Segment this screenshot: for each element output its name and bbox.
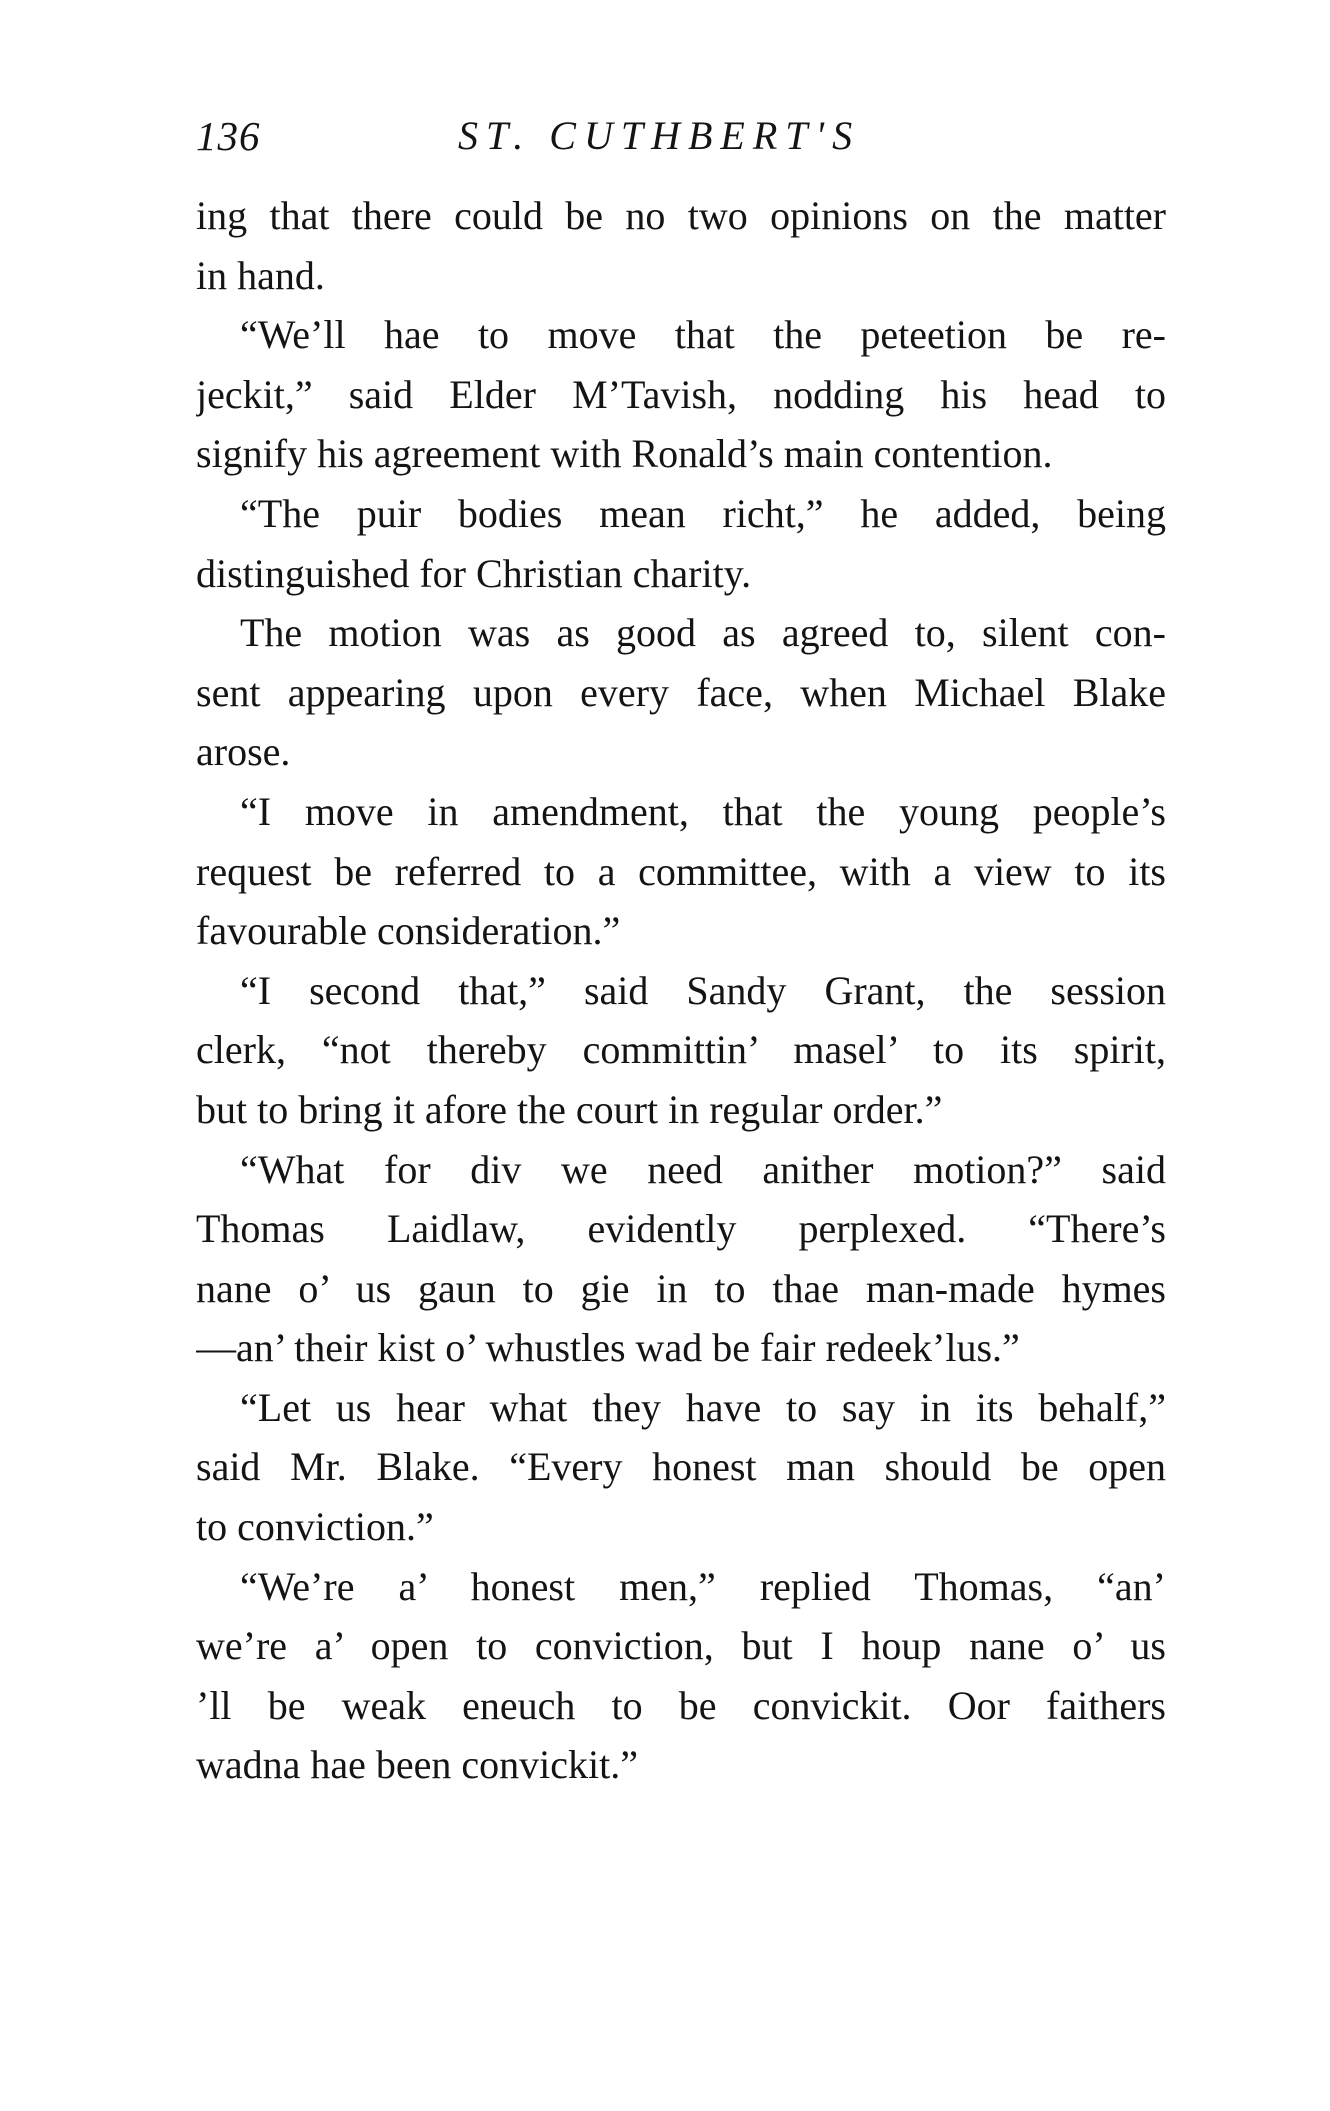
text-line: “The puir bodies mean richt,” he added, being (240, 490, 1166, 536)
text-line: we’re a’ open to conviction, but I houp nane o’ us (196, 1623, 1166, 1669)
text-line: signify his agreement with Ronald’s main contention. (196, 431, 1053, 477)
text-line: said Mr. Blake. “Every honest man should be open (196, 1444, 1166, 1490)
text-line: “I second that,” said Sandy Grant, the session (240, 967, 1166, 1013)
text-line: distinguished for Christian charity. (196, 550, 752, 596)
text-line: favourable consideration.” (196, 908, 621, 954)
running-head (196, 112, 1166, 162)
paragraph (196, 186, 1166, 305)
text-line: wadna hae been convickit.” (196, 1742, 639, 1788)
text-line: “I move in amendment, that the young people’s (240, 788, 1166, 834)
text-line: “We’ll hae to move that the peteetion be re- (240, 312, 1166, 358)
text-line: ing that there could be no two opinions on the matter (196, 193, 1166, 238)
text-line: in hand. (196, 252, 325, 298)
paragraph (196, 1378, 1166, 1557)
paragraph (196, 1557, 1166, 1795)
paragraph (196, 305, 1166, 484)
paragraph (196, 1140, 1166, 1378)
paragraph (196, 484, 1166, 603)
text-line: The motion was as good as agreed to, silent con- (240, 610, 1166, 656)
text-line: to conviction.” (196, 1504, 434, 1550)
text-line: “What for div we need anither motion?” said (240, 1146, 1166, 1192)
text-line: —an’ their kist o’ whustles wad be fair redeek’lus.” (196, 1325, 1020, 1371)
page-number: 136 (196, 113, 261, 159)
text-line: ’ll be weak eneuch to be convickit. Oor faithers (196, 1682, 1166, 1728)
paragraph (196, 782, 1166, 961)
paragraph (196, 961, 1166, 1140)
running-title: ST. CUTHBERT'S (458, 113, 861, 158)
text-line: sent appearing upon every face, when Michael Blake (196, 669, 1166, 715)
text-line: jeckit,” said Elder M’Tavish, nodding his head to (196, 371, 1166, 417)
text-line: arose. (196, 729, 291, 775)
text-line: “Let us hear what they have to say in its behalf,” (240, 1384, 1166, 1430)
text-line: Thomas Laidlaw, evidently perplexed. “There’s (196, 1206, 1166, 1252)
text-line: request be referred to a committee, with a view to its (196, 848, 1166, 894)
text-line: “We’re a’ honest men,” replied Thomas, “an’ (240, 1563, 1166, 1609)
text-line: clerk, “not thereby committin’ masel’ to its spirit, (196, 1027, 1166, 1073)
paragraph (196, 603, 1166, 782)
text-line: but to bring it afore the court in regular order.” (196, 1086, 943, 1132)
text-line: nane o’ us gaun to gie in to thae man-made hymes (196, 1265, 1166, 1311)
text-body (196, 186, 1166, 1795)
